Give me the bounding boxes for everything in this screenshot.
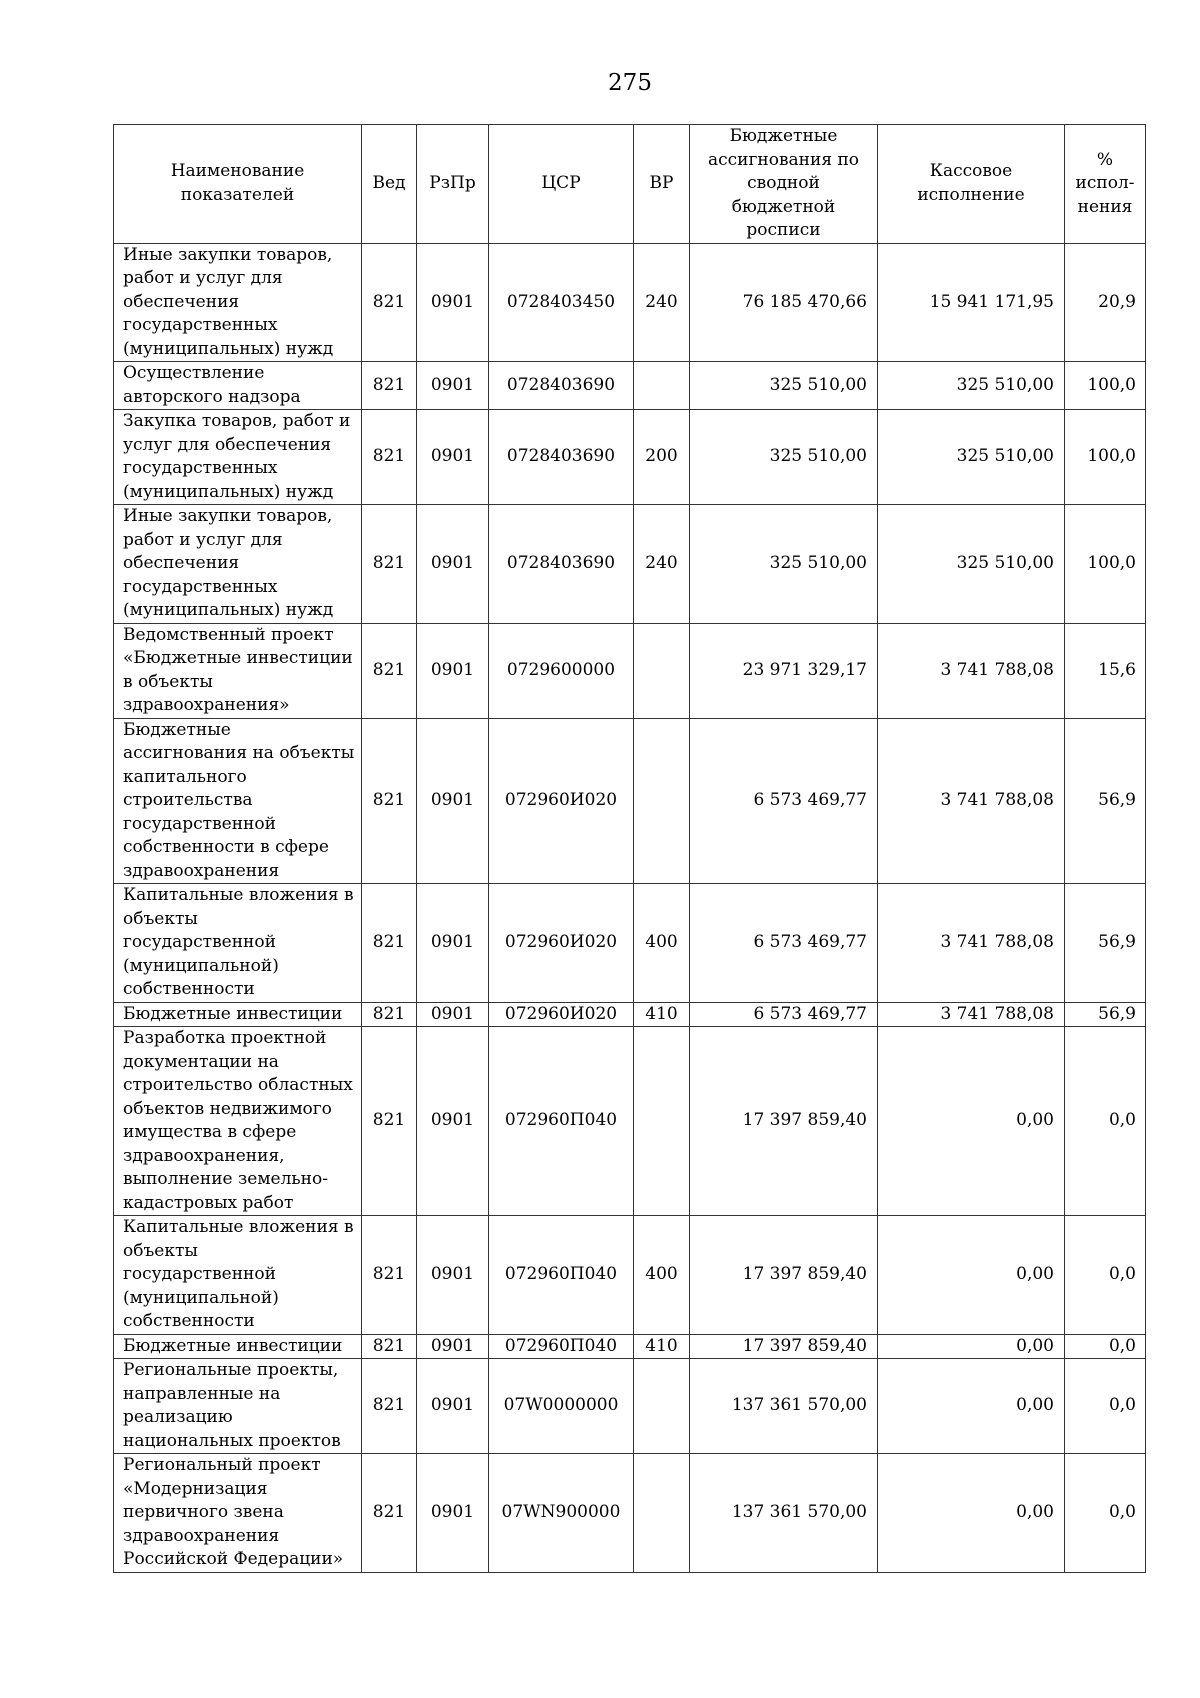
cell-vr: 240 (634, 243, 690, 362)
cell-plan: 17 397 859,40 (690, 1027, 878, 1216)
cell-vr (634, 362, 690, 410)
cell-ved: 821 (362, 623, 417, 718)
cell-plan: 325 510,00 (690, 362, 878, 410)
cell-name: Закупка товаров, работ и услуг для обеспечения государственных (муниципальных) нужд (114, 410, 362, 505)
cell-vr (634, 1359, 690, 1454)
page-number: 275 (608, 70, 652, 96)
cell-fact: 325 510,00 (878, 505, 1065, 624)
cell-fact: 3 741 788,08 (878, 1002, 1065, 1027)
cell-vr (634, 718, 690, 884)
cell-name: Капитальные вложения в объекты государственной (муниципальной) собственности (114, 1216, 362, 1335)
budget-execution-table (113, 124, 1146, 1573)
cell-name: Ведомственный проект «Бюджетные инвестиции в объекты здравоохранения» (114, 623, 362, 718)
cell-name: Региональный проект «Модернизация первичного звена здравоохранения Российской Федерации» (114, 1454, 362, 1573)
cell-csr: 07WN900000 (489, 1454, 634, 1573)
cell-plan: 17 397 859,40 (690, 1334, 878, 1359)
cell-ved: 821 (362, 410, 417, 505)
cell-rzpr: 0901 (417, 1216, 489, 1335)
table-row (114, 718, 1146, 884)
cell-csr: 0728403690 (489, 505, 634, 624)
cell-rzpr: 0901 (417, 362, 489, 410)
cell-fact: 0,00 (878, 1359, 1065, 1454)
table-row (114, 1216, 1146, 1335)
cell-pct: 0,0 (1065, 1216, 1146, 1335)
table-row (114, 505, 1146, 624)
cell-rzpr: 0901 (417, 1334, 489, 1359)
cell-pct: 100,0 (1065, 505, 1146, 624)
cell-plan: 325 510,00 (690, 410, 878, 505)
table-row (114, 362, 1146, 410)
header-ved: Вед (362, 125, 417, 244)
cell-csr: 072960И020 (489, 718, 634, 884)
cell-fact: 0,00 (878, 1334, 1065, 1359)
cell-pct: 100,0 (1065, 410, 1146, 505)
table-row (114, 1454, 1146, 1573)
cell-plan: 137 361 570,00 (690, 1454, 878, 1573)
cell-plan: 325 510,00 (690, 505, 878, 624)
cell-csr: 07W0000000 (489, 1359, 634, 1454)
cell-vr: 410 (634, 1334, 690, 1359)
cell-vr (634, 1454, 690, 1573)
cell-name: Бюджетные инвестиции (114, 1002, 362, 1027)
cell-plan: 17 397 859,40 (690, 1216, 878, 1335)
cell-ved: 821 (362, 1027, 417, 1216)
table-row (114, 884, 1146, 1003)
header-pct: % испол-нения (1065, 125, 1146, 244)
table-row (114, 623, 1146, 718)
cell-csr: 072960П040 (489, 1334, 634, 1359)
cell-name: Капитальные вложения в объекты государственной (муниципальной) собственности (114, 884, 362, 1003)
cell-name: Осуществление авторского надзора (114, 362, 362, 410)
table-body (114, 243, 1146, 1572)
header-rzpr: РзПр (417, 125, 489, 244)
cell-plan: 6 573 469,77 (690, 1002, 878, 1027)
cell-fact: 3 741 788,08 (878, 718, 1065, 884)
cell-rzpr: 0901 (417, 718, 489, 884)
cell-ved: 821 (362, 1334, 417, 1359)
cell-rzpr: 0901 (417, 1027, 489, 1216)
cell-ved: 821 (362, 243, 417, 362)
cell-ved: 821 (362, 884, 417, 1003)
cell-pct: 56,9 (1065, 1002, 1146, 1027)
cell-pct: 20,9 (1065, 243, 1146, 362)
cell-plan: 6 573 469,77 (690, 718, 878, 884)
cell-fact: 15 941 171,95 (878, 243, 1065, 362)
cell-name: Региональные проекты, направленные на реализацию национальных проектов (114, 1359, 362, 1454)
cell-vr (634, 1027, 690, 1216)
cell-name: Иные закупки товаров, работ и услуг для обеспечения государственных (муниципальных) нужд (114, 243, 362, 362)
cell-fact: 3 741 788,08 (878, 884, 1065, 1003)
cell-pct: 0,0 (1065, 1027, 1146, 1216)
table-row (114, 1359, 1146, 1454)
cell-plan: 76 185 470,66 (690, 243, 878, 362)
cell-csr: 072960П040 (489, 1027, 634, 1216)
cell-pct: 15,6 (1065, 623, 1146, 718)
cell-pct: 0,0 (1065, 1334, 1146, 1359)
cell-pct: 56,9 (1065, 884, 1146, 1003)
cell-csr: 072960И020 (489, 884, 634, 1003)
cell-rzpr: 0901 (417, 884, 489, 1003)
cell-vr: 410 (634, 1002, 690, 1027)
table-row (114, 1027, 1146, 1216)
cell-csr: 0728403690 (489, 410, 634, 505)
header-fact: Кассовое исполнение (878, 125, 1065, 244)
cell-pct: 0,0 (1065, 1359, 1146, 1454)
cell-plan: 6 573 469,77 (690, 884, 878, 1003)
cell-csr: 072960И020 (489, 1002, 634, 1027)
cell-ved: 821 (362, 505, 417, 624)
cell-fact: 0,00 (878, 1454, 1065, 1573)
cell-vr: 200 (634, 410, 690, 505)
cell-rzpr: 0901 (417, 243, 489, 362)
cell-ved: 821 (362, 718, 417, 884)
table-row (114, 1002, 1146, 1027)
cell-ved: 821 (362, 1359, 417, 1454)
cell-csr: 0728403690 (489, 362, 634, 410)
cell-rzpr: 0901 (417, 1454, 489, 1573)
cell-ved: 821 (362, 1216, 417, 1335)
cell-csr: 0728403450 (489, 243, 634, 362)
cell-rzpr: 0901 (417, 1002, 489, 1027)
cell-vr: 400 (634, 884, 690, 1003)
cell-rzpr: 0901 (417, 410, 489, 505)
cell-rzpr: 0901 (417, 1359, 489, 1454)
cell-vr: 240 (634, 505, 690, 624)
table-row (114, 410, 1146, 505)
cell-name: Иные закупки товаров, работ и услуг для обеспечения государственных (муниципальных) нужд (114, 505, 362, 624)
cell-name: Бюджетные ассигнования на объекты капитального строительства государственной собственности в сфере здравоохранения (114, 718, 362, 884)
cell-plan: 23 971 329,17 (690, 623, 878, 718)
header-name: Наименование показателей (114, 125, 362, 244)
header-vr: ВР (634, 125, 690, 244)
cell-ved: 821 (362, 1454, 417, 1573)
table-row (114, 243, 1146, 362)
cell-pct: 56,9 (1065, 718, 1146, 884)
cell-pct: 0,0 (1065, 1454, 1146, 1573)
cell-fact: 0,00 (878, 1027, 1065, 1216)
cell-vr (634, 623, 690, 718)
cell-ved: 821 (362, 1002, 417, 1027)
cell-csr: 0729600000 (489, 623, 634, 718)
cell-pct: 100,0 (1065, 362, 1146, 410)
cell-vr: 400 (634, 1216, 690, 1335)
cell-rzpr: 0901 (417, 623, 489, 718)
cell-ved: 821 (362, 362, 417, 410)
header-csr: ЦСР (489, 125, 634, 244)
table-row (114, 1334, 1146, 1359)
cell-plan: 137 361 570,00 (690, 1359, 878, 1454)
cell-fact: 325 510,00 (878, 362, 1065, 410)
cell-fact: 0,00 (878, 1216, 1065, 1335)
cell-fact: 3 741 788,08 (878, 623, 1065, 718)
cell-name: Бюджетные инвестиции (114, 1334, 362, 1359)
header-plan: Бюджетные ассигнования по сводной бюджетной росписи (690, 125, 878, 244)
cell-csr: 072960П040 (489, 1216, 634, 1335)
cell-rzpr: 0901 (417, 505, 489, 624)
cell-fact: 325 510,00 (878, 410, 1065, 505)
cell-name: Разработка проектной документации на строительство областных объектов недвижимого имущества в сфере здравоохранения, выполнение земельно-кадастровых работ (114, 1027, 362, 1216)
table-header (114, 125, 1146, 244)
